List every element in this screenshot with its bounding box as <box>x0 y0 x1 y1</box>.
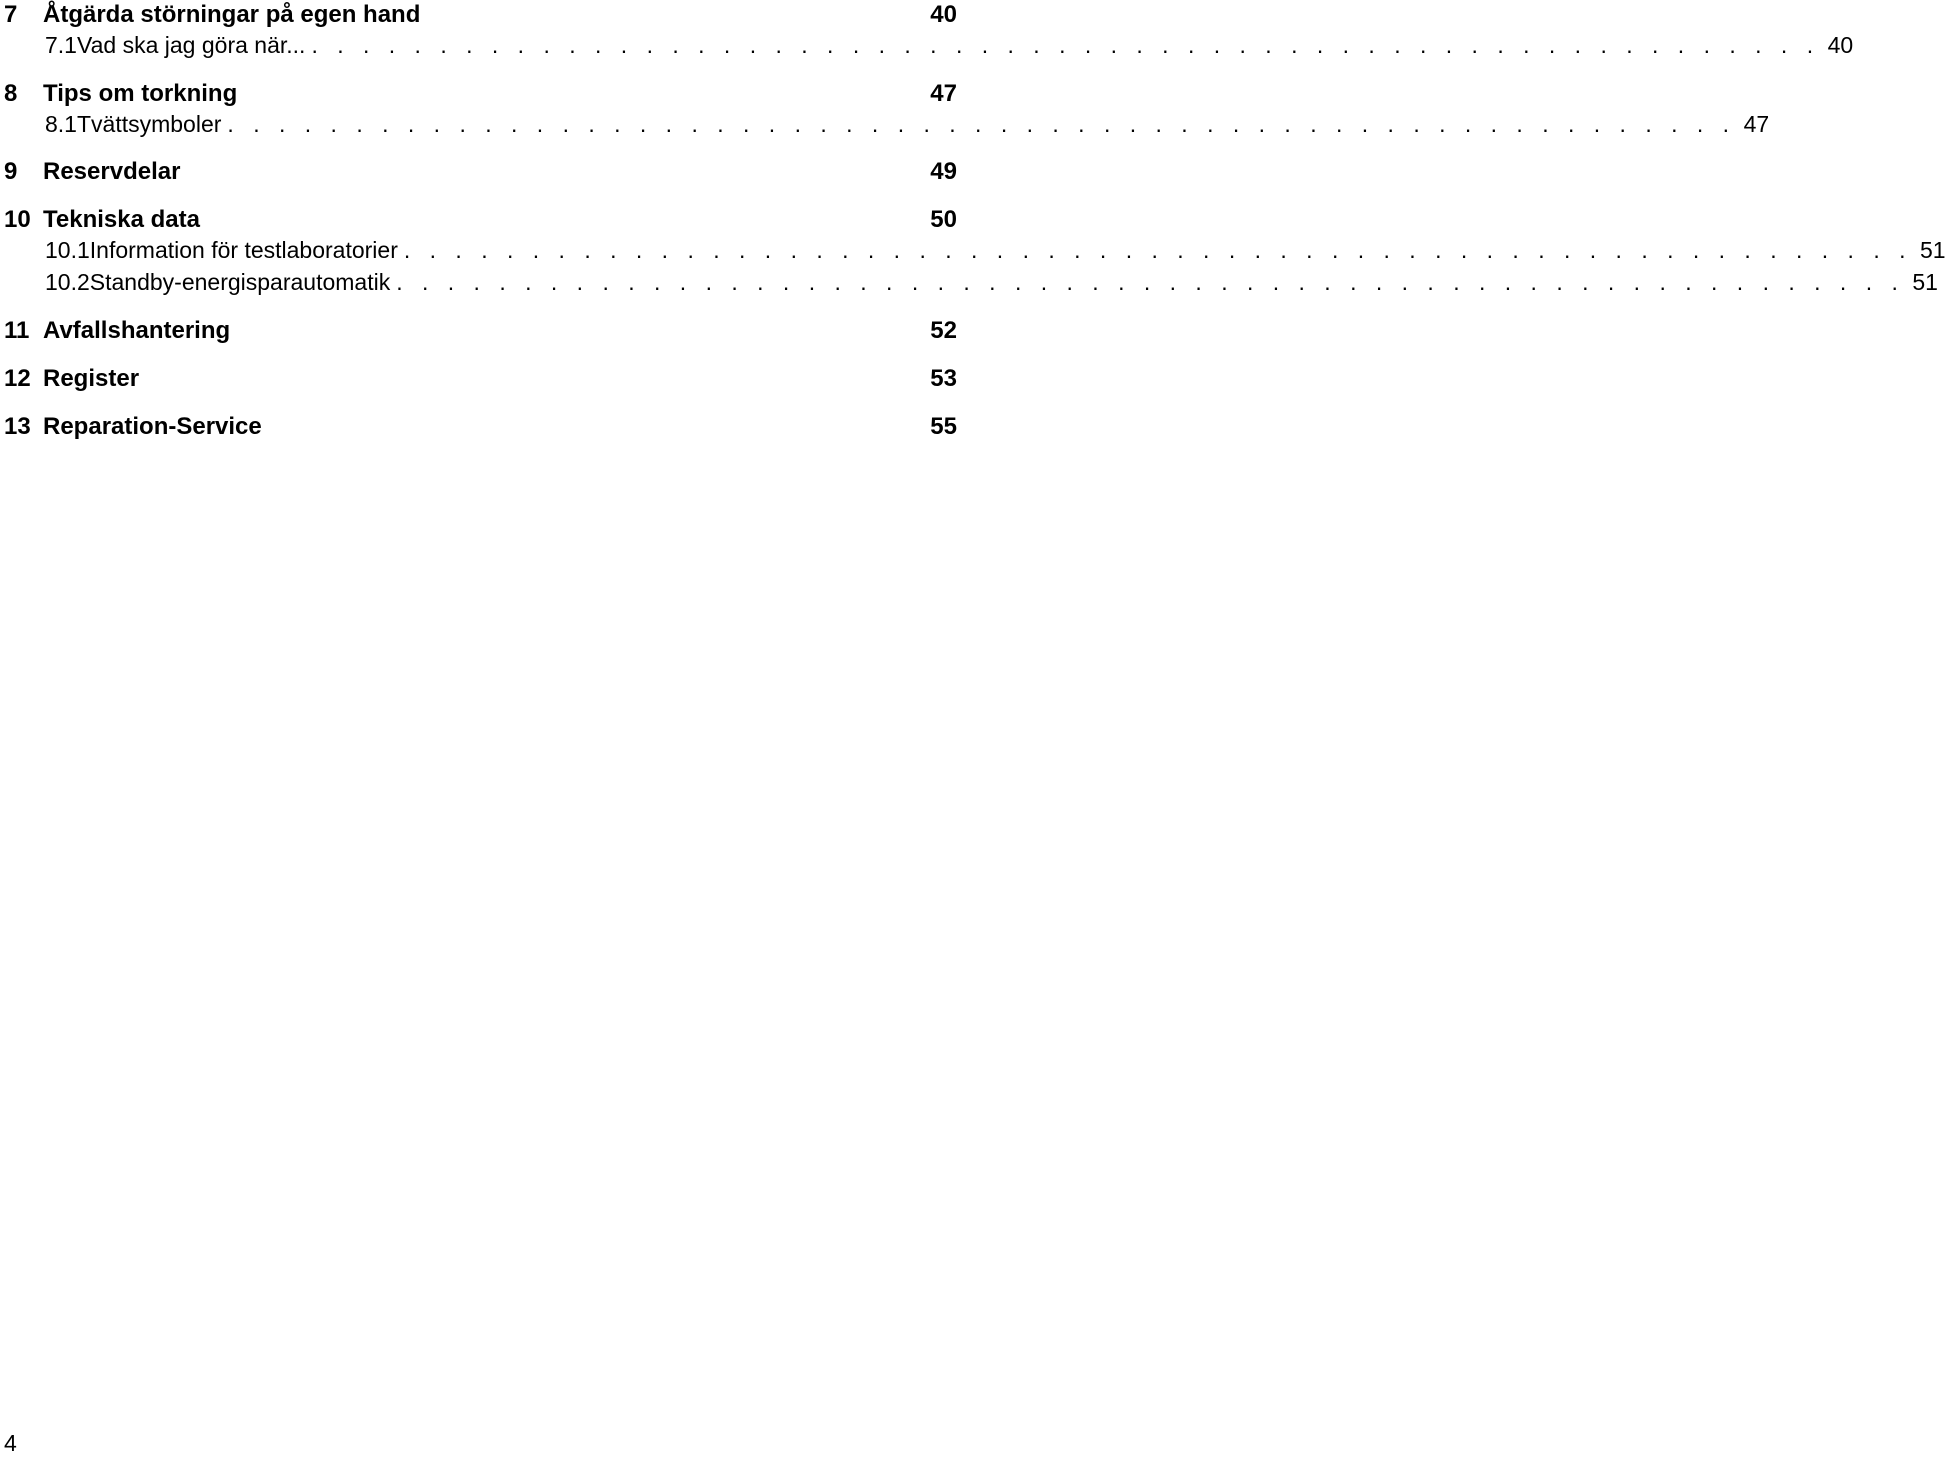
toc-entry-8-1[interactable] <box>0 111 1770 141</box>
toc-entry-8[interactable] <box>0 80 957 110</box>
toc-page: 40 <box>930 1 957 28</box>
toc-title: Tekniska data <box>43 206 200 233</box>
toc-entry-10[interactable] <box>0 206 957 236</box>
toc-title: Standby-energisparautomatik <box>89 269 391 295</box>
toc-number: 7.1 <box>45 32 77 58</box>
toc-entry-12[interactable] <box>0 365 957 395</box>
dot-leader: . . . . . . . . . . . . . . . . . . . . . . . . . . . . . . . . . . . . . . . . . . . . . . . . . . . . . . . . . . . <box>396 269 1905 295</box>
page-number: 4 <box>4 1430 17 1456</box>
toc-page: 40 <box>1827 32 1854 58</box>
toc-number: 8.1 <box>45 111 77 137</box>
toc-number: 9 <box>4 158 18 185</box>
toc-title: Register <box>43 365 140 392</box>
toc-entry-9[interactable] <box>0 158 957 188</box>
toc-page: 52 <box>930 317 957 344</box>
toc-title: Information för testlaboratorier <box>89 237 398 263</box>
toc-title: Reparation-Service <box>43 413 262 440</box>
toc-page: 47 <box>1743 111 1770 137</box>
toc-number: 11 <box>4 317 30 344</box>
toc-page: 50 <box>930 206 957 233</box>
toc-number: 10.1 <box>45 237 90 263</box>
toc-page: 51 <box>1912 269 1938 295</box>
toc-number: 10.2 <box>45 269 90 295</box>
toc-number: 12 <box>4 365 31 392</box>
toc-number: 7 <box>4 1 18 28</box>
toc-number: 13 <box>4 413 31 440</box>
toc-title: Avfallshantering <box>43 317 231 344</box>
dot-leader: . . . . . . . . . . . . . . . . . . . . . . . . . . . . . . . . . . . . . . . . . . . . . . . . . . . . . . . . . . . <box>403 237 1913 263</box>
toc-number: 8 <box>4 80 18 107</box>
toc-entry-13[interactable] <box>0 413 957 443</box>
toc-title: Vad ska jag göra när... <box>76 32 306 58</box>
toc-title: Åtgärda störningar på egen hand <box>43 1 421 28</box>
toc-page: 55 <box>930 413 957 440</box>
toc-entry-10-1[interactable] <box>0 237 1946 267</box>
toc-title: Tips om torkning <box>43 80 238 107</box>
toc-page: 51 <box>1920 237 1946 263</box>
dot-leader: . . . . . . . . . . . . . . . . . . . . . . . . . . . . . . . . . . . . . . . . . . . . . . . . . . . . . . . . . . . <box>311 32 1820 58</box>
toc-page: 47 <box>930 80 957 107</box>
toc-number: 10 <box>4 206 31 233</box>
toc-page: 49 <box>930 158 957 185</box>
toc-title: Tvättsymboler <box>76 111 222 137</box>
toc-entry-11[interactable] <box>0 317 957 347</box>
toc-entry-10-2[interactable] <box>0 269 1938 299</box>
toc-entry-7-1[interactable] <box>0 32 1854 62</box>
dot-leader: . . . . . . . . . . . . . . . . . . . . . . . . . . . . . . . . . . . . . . . . . . . . . . . . . . . . . . . . . . . <box>227 111 1736 137</box>
toc-entry-7[interactable] <box>0 1 957 31</box>
toc-title: Reservdelar <box>43 158 181 185</box>
toc-page: 53 <box>930 365 957 392</box>
